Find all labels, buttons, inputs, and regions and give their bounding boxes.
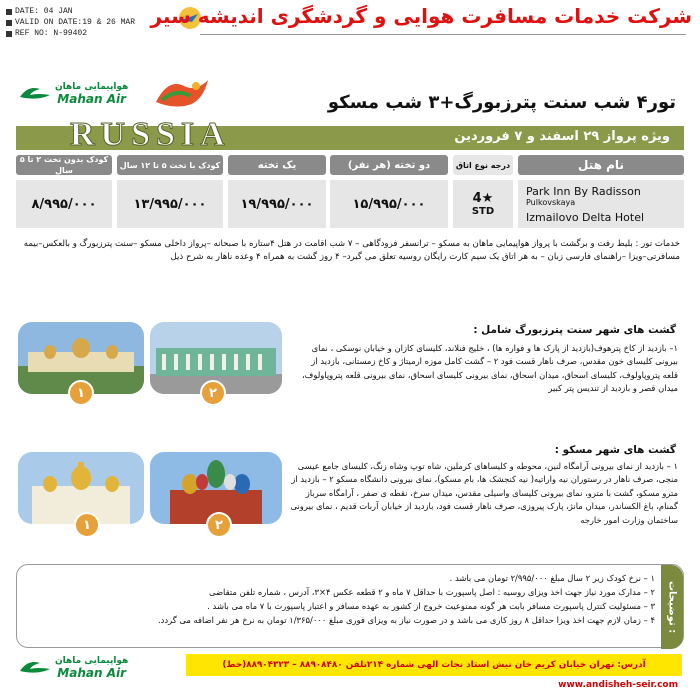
agency-website[interactable]: www.andisheh-seir.com (558, 680, 678, 690)
photo-badge-1b: ١ (74, 512, 100, 538)
price-double: ۱۵/۹۹۵/۰۰۰ (330, 180, 448, 228)
notes-label: توضیحات : (661, 565, 683, 649)
hotel-moscow: Izmailovo Delta Hotel (526, 210, 645, 224)
stpete-title: گشت های شهر سنت پترزبورگ شامل : (473, 324, 676, 336)
bird-icon (18, 83, 52, 105)
airline-name-fa: هواپیمایی ماهان (55, 82, 129, 92)
bullet-icon (6, 31, 12, 37)
note-item: ۲ – مدارک مورد نیاز جهت اخذ ویزای روسیه : اصل پاسپورت با حداقل ۷ ماه و ۲ قطعه عکس ۴×۳، آدرس ، شماره تلفن متقاضی (208, 587, 655, 597)
photo-badge-2: ٢ (200, 380, 226, 406)
bullet-icon (6, 9, 12, 15)
moscow-body: ۱ – بازدید از نمای بیرونی آرامگاه لنین، محوطه و کلیساهای کرملین، شاه توپ وشاه زنگ، کلیسای جامع عیسی منجی، صرف ناهار در رستوران نیه واراتیه( نیه کنجشک ها، بام مسکو)، نمای بیرونی دانشگاه مسکو ۲ – بازدید از مترو مسکو، گشت با مترو، نمای بیرونی کلیسای واسیلی مقدس، میدان سرخ، نقطه ی صفر ، آرامگاه سرباز گمنام، باغ الکساندر، میدان مانژ، پارک پیروزی، صرف ناهار قست فود، بازدید از خیابان آربات قدیم ، نمای بیرونی ساختمان وزارت امور خارجه (290, 461, 678, 525)
moscow-section (276, 444, 676, 456)
notes-list (55, 571, 655, 627)
country-text: RUSSIA (70, 116, 231, 153)
airline-name-en: Mahan Air (57, 666, 127, 680)
moscow-title: گشت های شهر مسکو : (554, 444, 676, 456)
hotel-stpete-sub: Pulkovskaya (526, 197, 576, 207)
rating-cell (453, 180, 513, 228)
mahan-logo (18, 82, 128, 106)
tour-title: تور۴ شب سنت پترزبورگ+۳ شب مسکو (327, 92, 676, 113)
header-rating: درجه نوع اتاق (453, 155, 513, 175)
stpete-body: ۱– بازدید از کاخ پترهوف(بازدید از پارک ها و فواره ها) ، خلیج فنلاند، کلیسای کازان و خیابان نوسکی ، نمای بیرونی کلیسای خون مقدس، صرف ناهار قست فود ۲ – گشت کامل موزه ارمیتاژ و کاخ زمستانی، بازدید از قلعه پتروپاولوف، کلیسای اسحاق، میدان اسحاق، نمای بیرونی کلیسای اسحاق، نمای بیرونی قلعه پتروپاولوف، میدان قصر و بازدید از تندیس پتر کبیر (301, 343, 678, 394)
divider (200, 34, 686, 35)
price-child-bed: ۱۳/۹۹۵/۰۰۰ (117, 180, 223, 228)
meta-valid: VALID ON DATE:19 & 26 MAR (15, 18, 136, 27)
note-item: ۳ – مسئولیت کنترل پاسپورت مسافر بابت هر گونه ممنوعیت خروج از کشور به عهده مسافر و اعتبار پاسپورت با ۷ ماه می باشد . (207, 601, 655, 611)
header-single: یک تخته (228, 155, 326, 175)
header-child-nobed: کودک بدون تخت ۲ تا ۵ سال (16, 155, 112, 175)
country-name (70, 118, 231, 152)
hotel-stpete: Park Inn By Radisson (526, 184, 641, 198)
stpete-section (276, 324, 676, 336)
room-type: STD (471, 206, 495, 217)
header-child-bed: کودک با تخت ۵ تا ۱۲ سال (117, 155, 223, 175)
agency-address: آدرس: تهران خیابان کریم خان نبش استاد نجات الهی شماره ۲۱۴تلفن ۸۸۹۰۸۴۸۰ – ۸۸۹۰۴۳۲۳(خط) (186, 654, 682, 676)
meta-ref: REF NO: N-99402 (15, 29, 88, 38)
hotel-cell (518, 180, 684, 228)
bullet-icon (6, 20, 12, 26)
company-name: شرکت خدمات مسافرت هوایی و گردشگری اندیشه سیر (150, 4, 692, 28)
star-rating: 4★ (472, 191, 494, 206)
agency-logo-icon (150, 72, 212, 116)
mahan-logo-footer (18, 656, 128, 680)
meta-date: DATE: 04 JAN (15, 7, 73, 16)
airline-name-en: Mahan Air (57, 92, 127, 106)
bird-icon (18, 657, 52, 679)
header-hotel: نام هتل (518, 155, 684, 175)
note-item: ۴ – زمان لازم جهت اخذ ویزا حداقل ۸ روز کاری می باشد و در صورت نیاز به ویزای فوری مبلغ ۱/۳۶۵/۰۰۰ تومان به نرخ هر نفر اضافه می گردد. (158, 615, 655, 625)
header-double: دو تخته (هر نفر) (330, 155, 448, 175)
notes-box (16, 564, 684, 648)
tour-services: خدمات تور : بلیط رفت و برگشت با پرواز هواپیمایی ماهان به مسکو – ترانسفر فرودگاهی – ۷ شب اقامت در هتل ۴ستاره با صبحانه –پرواز داخلی مسکو –سنت پترزبورگ و بالعکس–بیمه مسافرتی–ویزا –راهنمای فارسی زبان – به هر اتاق یک سیم کارت رایگان روسیه تعلق می گیرد– ۴ روز گشت به همراه ۴ وعده ناهار به شرح ذیل (23, 239, 680, 262)
price-child-nobed: ۸/۹۹۵/۰۰۰ (16, 180, 112, 228)
note-item: ۱ – نرخ کودک زیر ۲ سال مبلغ ۲/۹۹۵/۰۰۰ تومان می باشد . (449, 573, 655, 583)
photo-badge-1: ١ (68, 380, 94, 406)
airline-name-fa: هواپیمایی ماهان (55, 656, 129, 666)
flight-dates: ویژه پرواز ۲۹ اسفند و ۷ فروردین (454, 129, 670, 144)
price-single: ۱۹/۹۹۵/۰۰۰ (228, 180, 326, 228)
photo-badge-2b: ٢ (206, 512, 232, 538)
